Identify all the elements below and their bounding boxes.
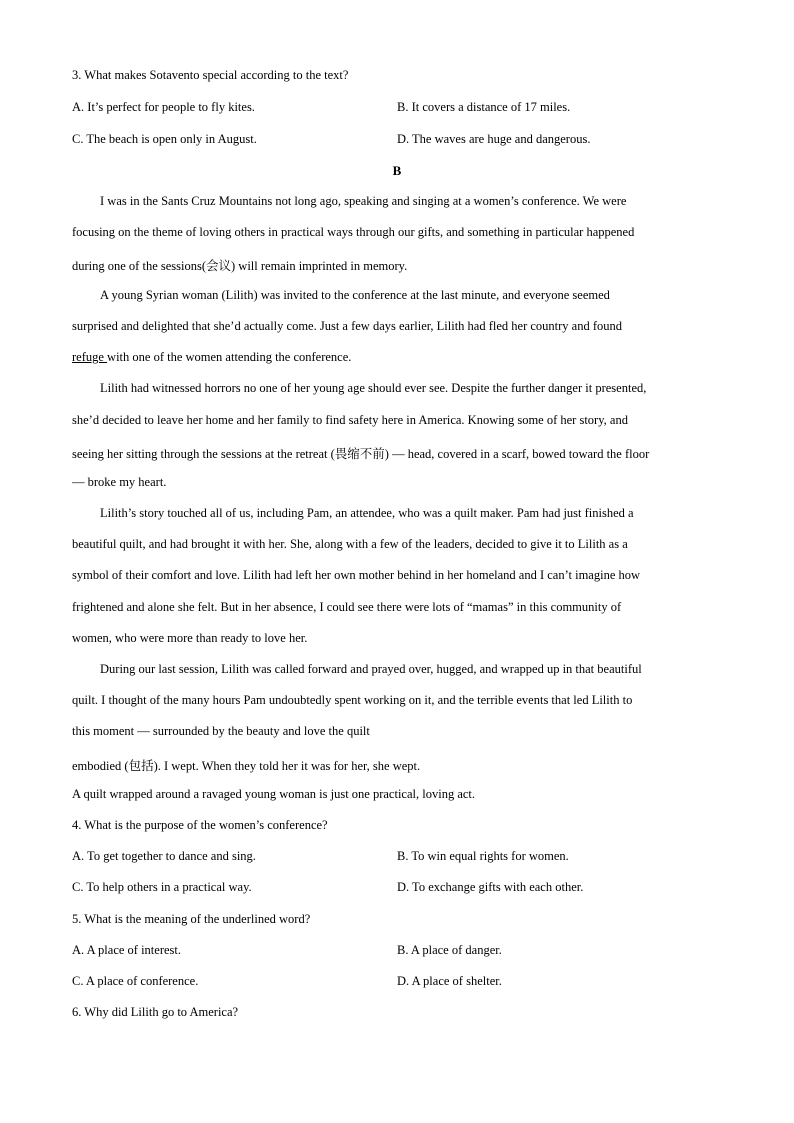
passage-line: seeing her sitting through the sessions at the retreat (畏缩不前) — head, covered in a scarf, bowed toward the floor [72,447,650,461]
question-6-stem: 6. Why did Lilith go to America? [72,1005,239,1019]
passage-line: quilt. I thought of the many hours Pam undoubtedly spent working on it, and the terrible events that led Lilith to [72,693,633,707]
passage-line: she’d decided to leave her home and her family to find safety here in America. Knowing some of her story, and [72,413,628,427]
question-4-option-d: D. To exchange gifts with each other. [397,880,584,894]
underlined-word: refuge [72,350,108,364]
question-5-option-b: B. A place of danger. [397,943,502,957]
question-5-option-d: D. A place of shelter. [397,974,502,988]
passage-line: — broke my heart. [72,475,167,489]
question-5-option-a: A. A place of interest. [72,943,181,957]
passage-line: beautiful quilt, and had brought it with her. She, along with a few of the leaders, decided to give it to Lilith as a [72,537,628,551]
question-5-option-c: C. A place of conference. [72,974,199,988]
question-3-option-a: A. It’s perfect for people to fly kites. [72,100,255,114]
question-3-option-b: B. It covers a distance of 17 miles. [397,100,571,114]
question-4-stem: 4. What is the purpose of the women’s conference? [72,818,328,832]
passage-line: this moment — surrounded by the beauty and love the quilt [72,724,370,738]
passage-line: symbol of their comfort and love. Lilith had left her own mother behind in her homeland and I can’t imagine how [72,568,641,582]
question-3-option-c: C. The beach is open only in August. [72,132,257,146]
passage-line: During our last session, Lilith was called forward and prayed over, hugged, and wrapped up in that beautiful [100,662,642,676]
passage-line [72,350,351,365]
question-4-option-a: A. To get together to dance and sing. [72,849,256,863]
passage-line: A quilt wrapped around a ravaged young woman is just one practical, loving act. [72,787,476,801]
passage-line: surprised and delighted that she’d actually come. Just a few days earlier, Lilith had fled her country and found [72,319,623,333]
passage-line: Lilith’s story touched all of us, including Pam, an attendee, who was a quilt maker. Pam had just finished a [100,506,634,520]
question-4-option-c: C. To help others in a practical way. [72,880,252,894]
passage-line: embodied (包括). I wept. When they told her it was for her, she wept. [72,759,421,773]
question-3-option-d: D. The waves are huge and dangerous. [397,132,591,146]
passage-line: frightened and alone she felt. But in her absence, I could see there were lots of “mamas” in this community of [72,600,622,614]
passage-line: during one of the sessions(会议) will remain imprinted in memory. [72,259,408,273]
passage-line: A young Syrian woman (Lilith) was invited to the conference at the last minute, and everyone seemed [100,288,610,302]
passage-line: women, who were more than ready to love her. [72,631,308,645]
section-b-heading: B [392,163,402,178]
question-4-option-b: B. To win equal rights for women. [397,849,569,863]
passage-text: with one of the women attending the conference. [107,350,352,364]
question-5-stem: 5. What is the meaning of the underlined word? [72,912,311,926]
passage-line: focusing on the theme of loving others in practical ways through our gifts, and something in particular happened [72,225,635,239]
passage-line: Lilith had witnessed horrors no one of her young age should ever see. Despite the further danger it presented, [100,381,647,395]
passage-line: I was in the Sants Cruz Mountains not long ago, speaking and singing at a women’s conference. We were [100,194,627,208]
question-3-stem: 3. What makes Sotavento special according to the text? [72,68,349,82]
